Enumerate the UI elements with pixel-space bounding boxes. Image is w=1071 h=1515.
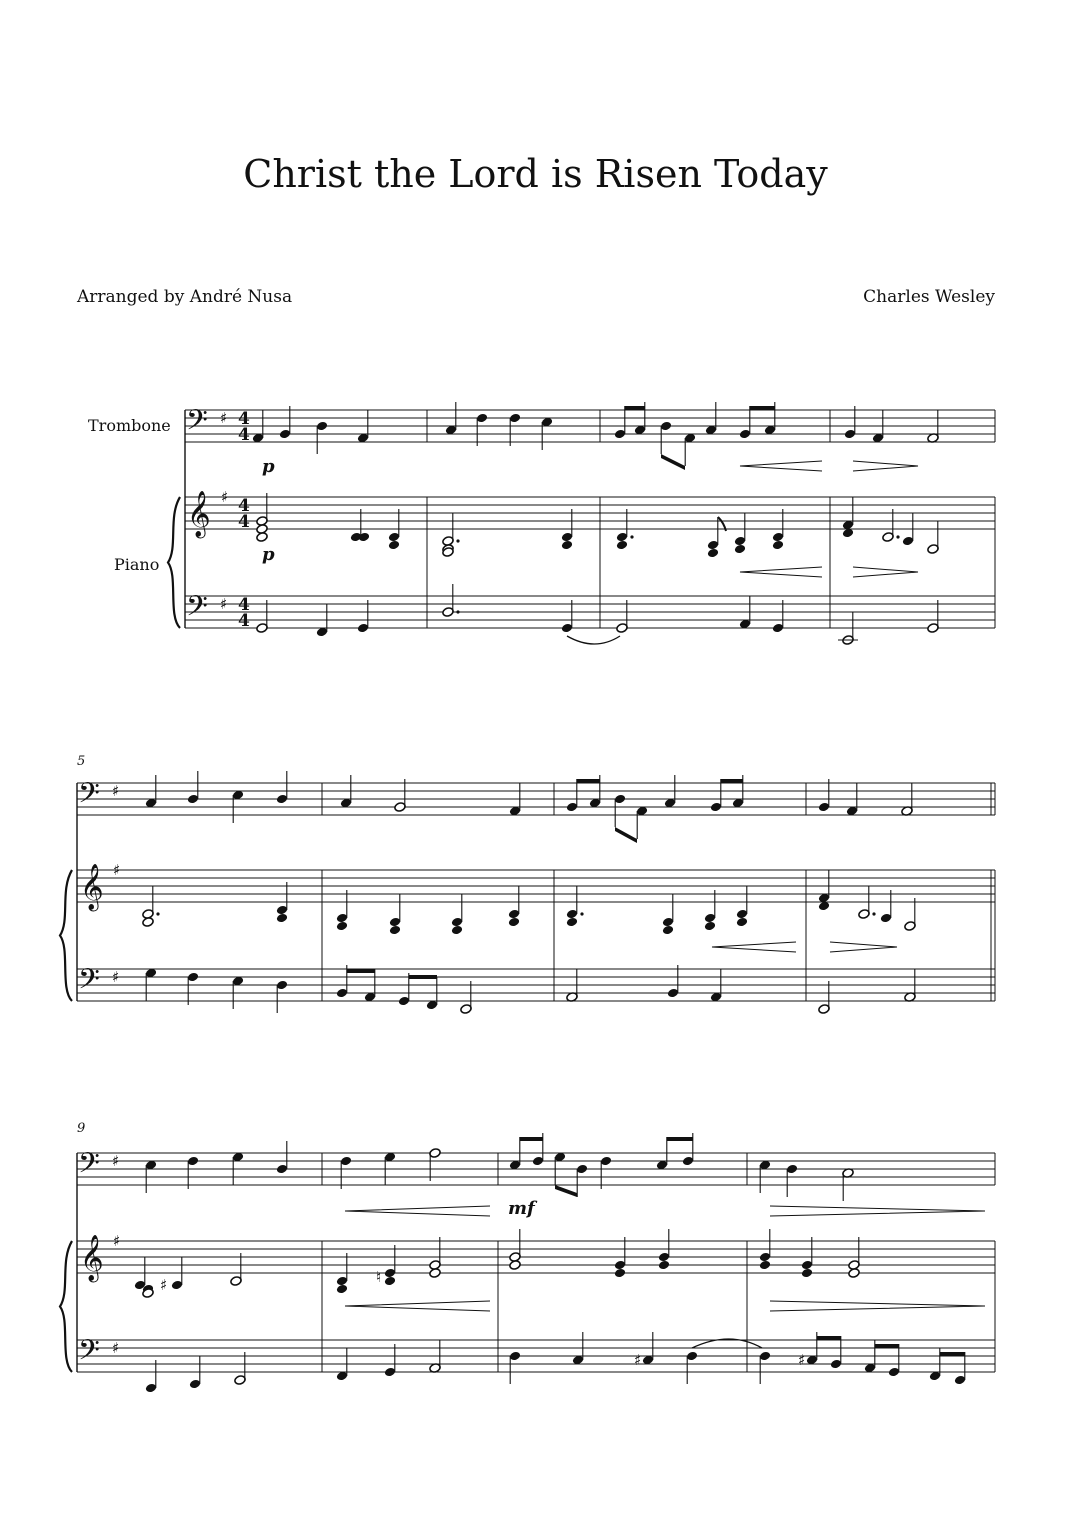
dynamic-mf: mf	[508, 1198, 535, 1219]
s2-pu-m6-c3b	[508, 917, 520, 928]
s3-pu-m10-natural: ♮	[376, 1268, 382, 1286]
s1-tb-m3-beam3	[750, 406, 775, 410]
s1-pu-timesig-num: 4	[238, 496, 250, 516]
s1-pu-m2-c2b	[561, 540, 573, 551]
s3-tb-m11-beam3	[667, 1137, 693, 1141]
measure-number-5: 5	[77, 754, 86, 769]
s1-pl-m2-n0-dot	[456, 610, 459, 613]
s2-piano-treble-clef: 𝄞	[80, 864, 104, 910]
s3-pl-m12-beam1	[817, 1336, 841, 1340]
s2-pu-m6-c2b	[451, 925, 463, 936]
s3-pl-m12-beam2	[875, 1344, 899, 1348]
s2-tb-m7-beam1	[577, 779, 600, 783]
s2-trombone-bass-clef: 𝄢	[78, 777, 100, 817]
s2-pu-m7-c2b	[662, 925, 674, 936]
s1-pu-timesig-den: 4	[238, 512, 250, 532]
s1-pu-keysig: ♯	[221, 488, 229, 506]
s1-pu-m3-c4b	[772, 540, 784, 551]
s2-piano-bass-clef: 𝄢	[78, 963, 100, 1003]
s1-trombone-bass-clef: 𝄢	[186, 404, 208, 444]
s1-tb-m3-beam1	[625, 406, 645, 410]
s2-t-keysig: ♯	[112, 782, 120, 800]
s2-tb-m7-beam3	[721, 779, 743, 783]
arranger-credit: Arranged by André Nusa	[77, 287, 293, 307]
s2-pu-m7-c3b	[704, 921, 716, 932]
s3-pu-m10-c3b	[429, 1268, 441, 1279]
s2-pu-m7-c4b	[736, 917, 748, 928]
s3-pl-m12-sharp: ♯	[798, 1351, 806, 1369]
s1-pu-m3-c1a-dot	[630, 535, 633, 538]
s1-pu-m3-c3b	[734, 544, 746, 555]
measure-number-9: 9	[77, 1121, 86, 1136]
s1-pu-m2-c1a-dot	[456, 539, 459, 542]
s1-pl-timesig-den: 4	[238, 611, 250, 631]
s3-pu-m12-c3b	[848, 1268, 860, 1279]
s2-pu-m6-c1b	[389, 925, 401, 936]
score-title: Christ the Lord is Risen Today	[243, 152, 828, 196]
s3-piano-brace	[60, 1241, 72, 1372]
s1-t-timesig-num: 4	[238, 409, 250, 429]
composer-credit: Charles Wesley	[863, 287, 995, 307]
s3-pu-m11-c1b	[509, 1260, 521, 1271]
s3-pu-cresc	[345, 1301, 490, 1311]
s2-pl-m6-beam2	[409, 975, 437, 979]
s1-piano-brace	[168, 497, 180, 628]
s3-tb-dim	[770, 1206, 985, 1216]
s2-pu-m5-c2b	[276, 913, 288, 924]
piano-label: Piano	[114, 555, 160, 574]
s1-piano-bass-clef: 𝄢	[186, 590, 208, 630]
s1-pu-m3-c1b	[616, 540, 628, 551]
s2-pu-m8-n2-dot	[872, 912, 875, 915]
s3-pl-keysig: ♯	[112, 1339, 120, 1357]
s3-piano-treble-clef: 𝄞	[80, 1235, 104, 1281]
s3-pu-dim	[770, 1301, 985, 1311]
s3-pu-m10-c2b	[384, 1276, 396, 1287]
s1-t-keysig: ♯	[220, 409, 228, 427]
s3-tb-m11-beam2	[555, 1185, 577, 1197]
s2-pu-keysig: ♯	[113, 861, 121, 879]
s3-pu-m9-sharp: ♯	[160, 1276, 168, 1294]
s3-pu-m12-c2b	[801, 1268, 813, 1279]
s3-t-keysig: ♯	[112, 1152, 120, 1170]
s3-pu-m10-c1b	[336, 1284, 348, 1295]
s2-pu-m7-c1b	[566, 917, 578, 928]
s2-pu-dim	[830, 942, 897, 952]
s3-tb-cresc	[345, 1206, 490, 1216]
s2-pu-m5-c1a-dot	[156, 912, 159, 915]
s2-tb-m7-beam2	[615, 827, 637, 843]
s3-piano-bass-clef: 𝄢	[78, 1334, 100, 1374]
s3-trombone-bass-clef: 𝄢	[78, 1147, 100, 1187]
s1-pu-cresc	[740, 567, 822, 577]
s3-tb-m11-beam1	[520, 1137, 543, 1141]
trombone-label: Trombone	[88, 416, 171, 435]
s2-pu-cresc	[712, 942, 796, 952]
s2-piano-brace	[60, 870, 72, 1001]
s1-t-timesig-den: 4	[238, 425, 250, 445]
s1-tb-m3-beam2	[661, 454, 685, 470]
s3-pl-m11-sharp: ♯	[634, 1351, 642, 1369]
s1-pl-tie	[567, 636, 620, 644]
s3-pu-m11-c2b	[614, 1268, 626, 1279]
s1-pu-dim	[853, 567, 918, 577]
s3-pu-m12-c1b	[759, 1260, 771, 1271]
s1-tb-cresc	[740, 461, 822, 471]
s1-pu-m1-c3b	[388, 540, 400, 551]
s2-pu-m5-c1b	[142, 917, 154, 928]
s1-piano-treble-clef: 𝄞	[187, 491, 211, 537]
s1-pu-m1-c2b	[358, 532, 370, 543]
s1-pu-m3-c2b	[707, 548, 719, 559]
s1-pl-keysig: ♯	[220, 595, 228, 613]
s2-pl-m6-beam1	[347, 969, 375, 973]
s2-pl-keysig: ♯	[112, 968, 120, 986]
dynamic-p-piano: p	[262, 544, 275, 565]
s1-pl-timesig-num: 4	[238, 595, 250, 615]
s2-pu-m7-c1a-dot	[580, 912, 583, 915]
s1-tb-dim	[853, 461, 918, 471]
s3-pl-m12-beam3	[940, 1352, 965, 1356]
s1-pu-m4-n2-dot	[896, 535, 899, 538]
s1-pu-m1-c1c	[256, 532, 268, 543]
s3-pu-m11-c3b	[658, 1260, 670, 1271]
s2-pu-m6-c0b	[336, 921, 348, 932]
dynamic-p-trombone: p	[262, 456, 275, 477]
s3-pu-keysig: ♯	[113, 1232, 121, 1250]
